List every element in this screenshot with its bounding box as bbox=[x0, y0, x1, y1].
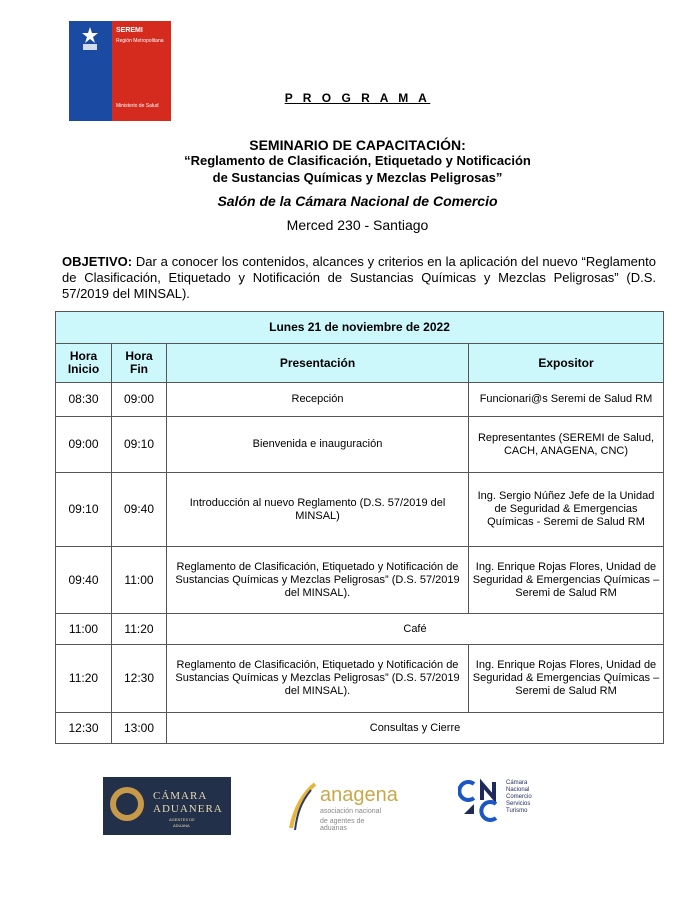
camara-aduanera-line4: ADUANA bbox=[173, 823, 190, 828]
seremi-logo bbox=[69, 21, 171, 121]
cnc-line: Servicios bbox=[506, 801, 531, 807]
speaker: Ing. Enrique Rojas Flores, Unidad de Seguridad & Emergencias Químicas – Seremi de Salud RM bbox=[469, 645, 664, 713]
header-presentation: Presentación bbox=[167, 344, 469, 383]
camara-aduanera-line2: ADUANERA bbox=[153, 803, 223, 815]
cnc-line: Nacional bbox=[506, 787, 530, 793]
date-row bbox=[56, 312, 664, 344]
start-time: 11:20 bbox=[56, 645, 112, 713]
start-time: 12:30 bbox=[56, 713, 112, 744]
anagena-logo bbox=[285, 780, 398, 836]
cnc-line: Comercio bbox=[506, 794, 532, 800]
speaker: Ing. Enrique Rojas Flores, Unidad de Seguridad & Emergencias Químicas – Seremi de Salud RM bbox=[469, 547, 664, 614]
end-time: 09:00 bbox=[112, 383, 167, 417]
cnc-line: Cámara bbox=[506, 780, 528, 786]
anagena-sub2: de agentes de aduanas bbox=[320, 818, 365, 832]
logo-ministry: Ministerio de Salud bbox=[116, 103, 159, 109]
cnc-mark-icon bbox=[458, 778, 504, 822]
anagena-sub1: asociación nacional bbox=[320, 808, 382, 815]
presentation: Reglamento de Clasificación, Etiquetado y Notificación de Sustancias Químicas y Mezclas Peligrosas” (D.S. 57/2019 del MINSAL). bbox=[167, 547, 469, 614]
table-row bbox=[56, 417, 664, 473]
end-time: 13:00 bbox=[112, 713, 167, 744]
camara-aduanera-line3: AGENTES DE bbox=[169, 817, 195, 822]
objective-text: Dar a conocer los contenidos, alcances y criterios en la aplicación del nuevo “Reglamento de Clasificación, Etiquetado y Notificación de Sustancias Químicas y Mezclas Peligrosas” (D.S. 57/2019 del MINSAL). bbox=[62, 254, 656, 301]
venue: Salón de la Cámara Nacional de Comercio bbox=[217, 193, 498, 209]
start-time: 09:00 bbox=[56, 417, 112, 473]
camara-aduanera-line1: CÁMARA bbox=[153, 790, 208, 802]
logo-region: Región Metropolitana bbox=[116, 38, 164, 44]
end-time: 09:10 bbox=[112, 417, 167, 473]
end-time: 11:00 bbox=[112, 547, 167, 614]
table-row bbox=[56, 473, 664, 547]
speaker: Funcionari@s Seremi de Salud RM bbox=[469, 383, 664, 417]
camara-aduanera-emblem-inner bbox=[116, 793, 138, 815]
header-speaker: Expositor bbox=[469, 344, 664, 383]
table-row bbox=[56, 547, 664, 614]
schedule-date: Lunes 21 de noviembre de 2022 bbox=[56, 312, 664, 344]
table-row bbox=[56, 645, 664, 713]
presentation: Introducción al nuevo Reglamento (D.S. 57/2019 del MINSAL) bbox=[167, 473, 469, 547]
break-activity: Café bbox=[167, 614, 664, 645]
regulation-title-line2: de Sustancias Químicas y Mezclas Peligrosas” bbox=[212, 170, 503, 185]
table-row bbox=[56, 383, 664, 417]
logo-name: SEREMI bbox=[116, 27, 143, 34]
coat-of-arms-icon bbox=[73, 25, 107, 53]
start-time: 11:00 bbox=[56, 614, 112, 645]
table-row bbox=[56, 713, 664, 744]
presentation: Bienvenida e inauguración bbox=[167, 417, 469, 473]
anagena-swoosh-icon bbox=[285, 780, 321, 836]
address: Merced 230 - Santiago bbox=[286, 217, 429, 233]
presentation: Reglamento de Clasificación, Etiquetado y Notificación de Sustancias Químicas y Mezclas Peligrosas” (D.S. 57/2019 del MINSAL). bbox=[167, 645, 469, 713]
header-row bbox=[56, 344, 664, 383]
speaker: Ing. Sergio Núñez Jefe de la Unidad de Seguridad & Emergencias Químicas - Seremi de Salud RM bbox=[469, 473, 664, 547]
anagena-wordmark: anagena bbox=[320, 784, 398, 806]
start-time: 09:40 bbox=[56, 547, 112, 614]
camara-aduanera-logo bbox=[103, 777, 231, 835]
start-time: 08:30 bbox=[56, 383, 112, 417]
end-time: 09:40 bbox=[112, 473, 167, 547]
objective-label: OBJETIVO: bbox=[62, 254, 133, 269]
start-time: 09:10 bbox=[56, 473, 112, 547]
speaker: Representantes (SEREMI de Salud, CACH, ANAGENA, CNC) bbox=[469, 417, 664, 473]
schedule-table bbox=[55, 311, 664, 744]
seminar-title: SEMINARIO DE CAPACITACIÓN: bbox=[249, 137, 466, 153]
objective-paragraph bbox=[62, 254, 656, 302]
table-row bbox=[56, 614, 664, 645]
cnc-line: Turismo bbox=[506, 808, 528, 814]
header-end-time: Hora Fin bbox=[112, 344, 167, 383]
regulation-title-line1: “Reglamento de Clasificación, Etiquetado y Notificación bbox=[184, 153, 531, 168]
end-time: 11:20 bbox=[112, 614, 167, 645]
header-start-time: Hora Inicio bbox=[56, 344, 112, 383]
presentation: Recepción bbox=[167, 383, 469, 417]
programa-heading: P R O G R A M A bbox=[284, 91, 431, 105]
closing-activity: Consultas y Cierre bbox=[167, 713, 664, 744]
end-time: 12:30 bbox=[112, 645, 167, 713]
cnc-logo bbox=[458, 778, 578, 822]
